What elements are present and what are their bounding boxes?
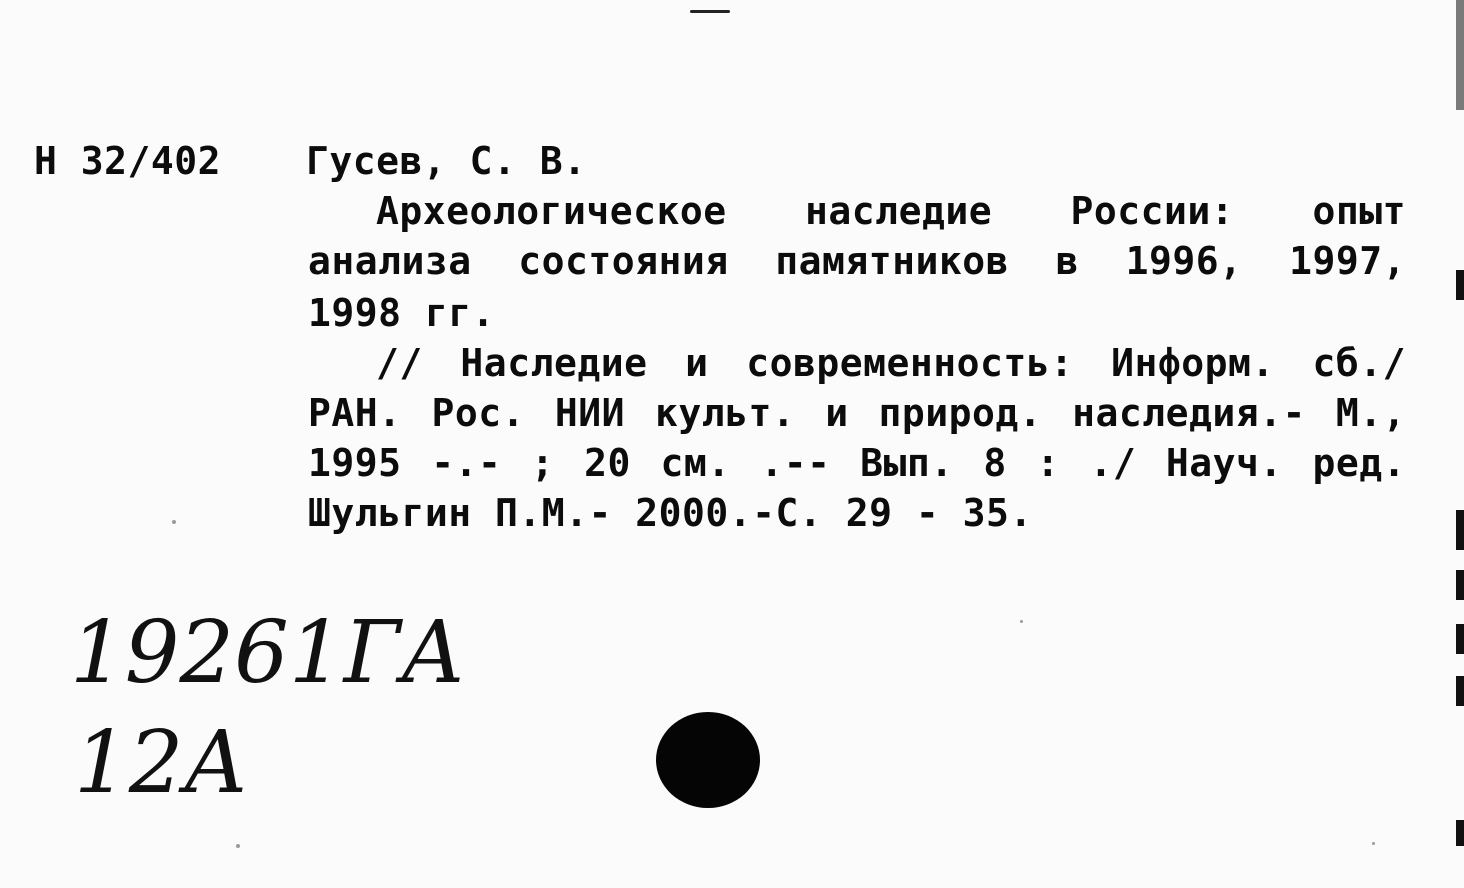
shelfmark: Н 32/402 (34, 139, 222, 183)
handwritten-location-code: 12А (74, 713, 249, 813)
edge-mark (1456, 270, 1464, 300)
source-line-3: 1995 -.- ; 20 см. .-- Вып. 8 : ./ Науч. ред. (308, 441, 1406, 485)
scan-speck (690, 10, 730, 13)
title-line-3: 1998 гг. (308, 291, 496, 335)
edge-mark (1456, 570, 1464, 600)
edge-mark (1456, 820, 1464, 846)
scan-speck (172, 520, 176, 524)
edge-mark (1456, 624, 1464, 654)
title-line-2: анализа состояния памятников в 1996, 1997, (308, 239, 1406, 283)
handwritten-inventory-number: 19261ГА (70, 603, 466, 703)
card-edge (1454, 0, 1464, 888)
scan-speck (1372, 842, 1375, 845)
edge-mark (1456, 510, 1464, 550)
scan-speck (236, 844, 240, 848)
source-line-2: РАН. Рос. НИИ культ. и природ. наследия.- М., (308, 391, 1406, 435)
scan-speck (1020, 620, 1023, 623)
source-line-1: // Наследие и современность: Информ. сб./ (376, 341, 1406, 385)
author-name: Гусев, С. В. (306, 139, 587, 183)
handwritten-notes (60, 592, 480, 822)
edge-mark (1456, 0, 1464, 110)
punch-hole (656, 712, 760, 808)
title-line-1: Археологическое наследие России: опыт (376, 189, 1406, 233)
edge-mark (1456, 676, 1464, 706)
source-line-4: Шульгин П.М.- 2000.-С. 29 - 35. (308, 491, 1033, 535)
